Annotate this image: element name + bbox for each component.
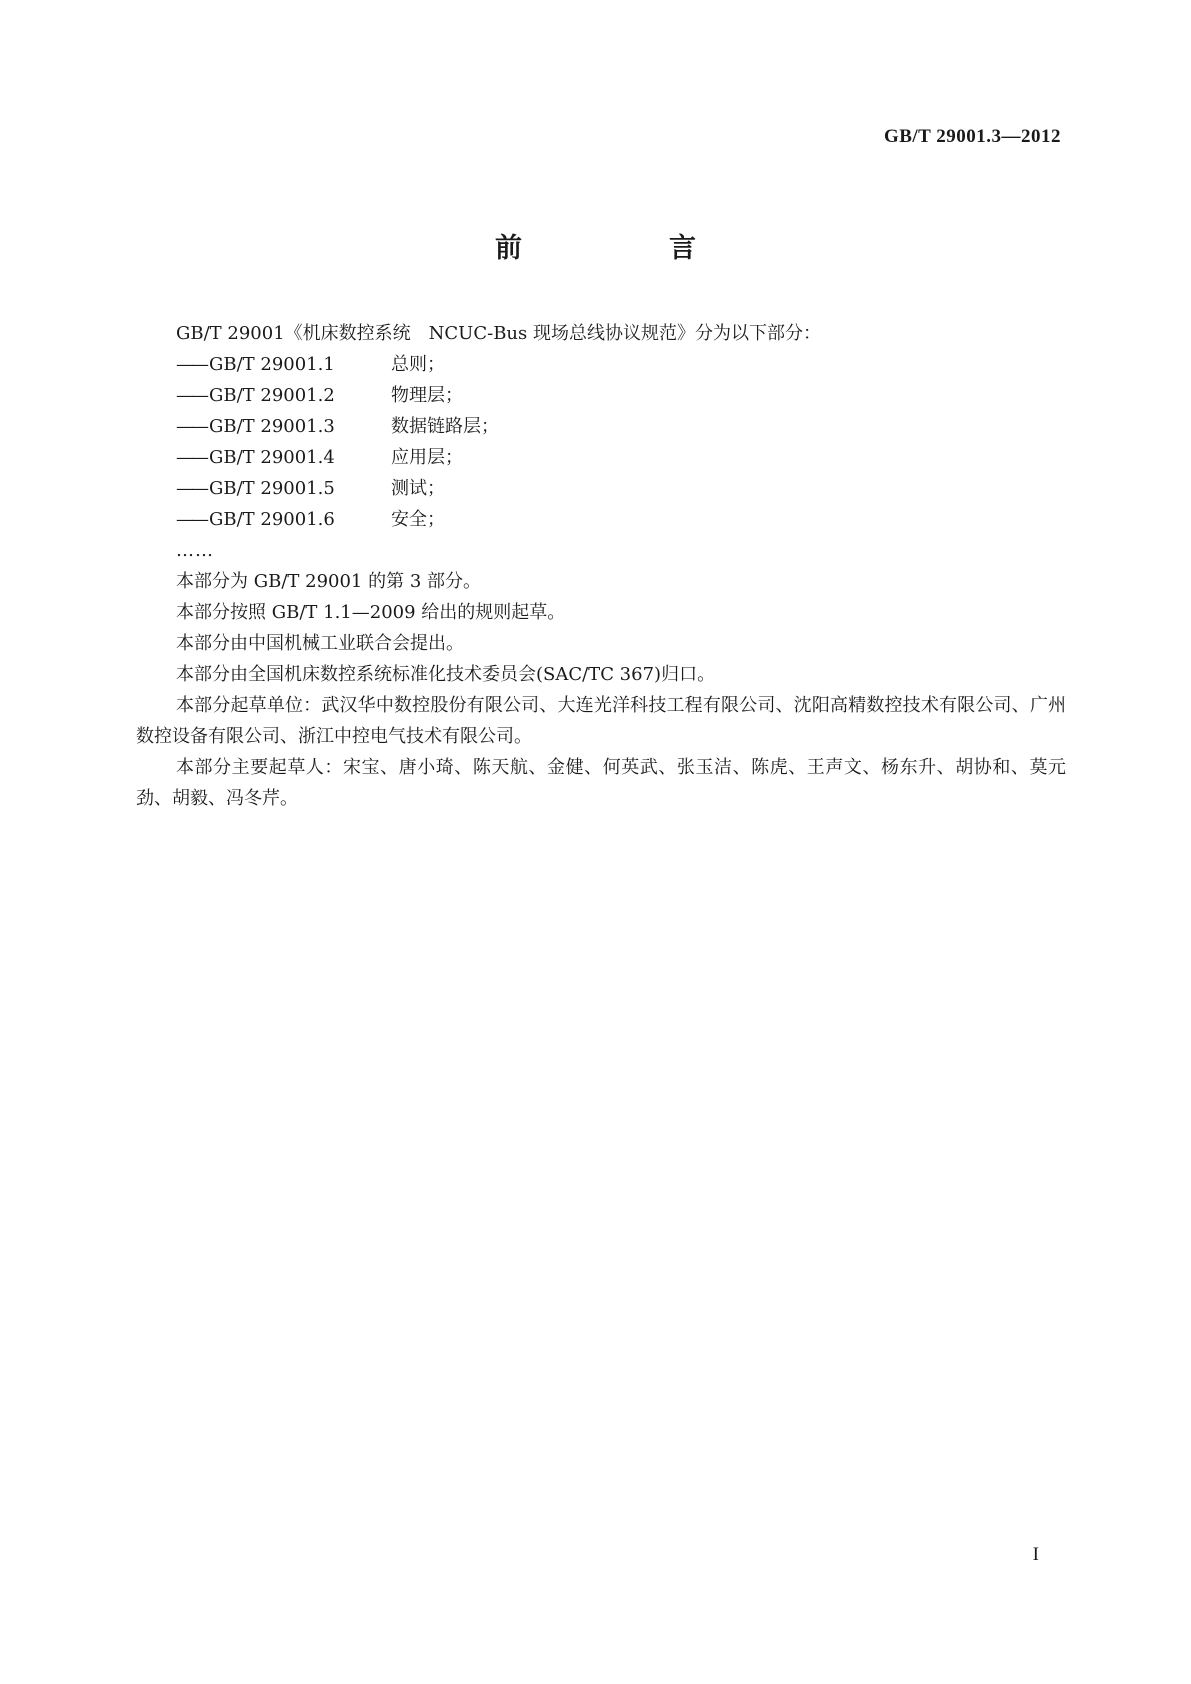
part-name: 物理层； xyxy=(391,385,463,406)
paragraph-committee: 本部分由全国机床数控系统标准化技术委员会(SAC/TC 367)归口。 xyxy=(176,664,716,685)
em-dash: —— xyxy=(176,478,206,499)
part-code: GB/T 29001.4 xyxy=(209,447,335,468)
paragraph-proposer: 本部分由中国机械工业联合会提出。 xyxy=(176,633,464,654)
list-item xyxy=(136,504,1066,535)
part-name: 数据链路层； xyxy=(391,416,499,437)
em-dash: —— xyxy=(176,354,206,375)
part-code: GB/T 29001.6 xyxy=(209,509,335,530)
paragraph-drafters: 本部分主要起草人：宋宝、唐小琦、陈天航、金健、何英武、张玉洁、陈虎、王声文、杨东升、胡协和、莫元劲、胡毅、冯冬芹。 xyxy=(136,757,1066,809)
em-dash: —— xyxy=(176,509,206,530)
intro-paragraph: GB/T 29001《机床数控系统 NCUC-Bus 现场总线协议规范》分为以下部分： xyxy=(176,323,821,344)
part-code: GB/T 29001.1 xyxy=(209,354,335,375)
part-name: 安全； xyxy=(391,509,445,530)
ellipsis: …… xyxy=(176,540,214,561)
page-title: 前 言 xyxy=(495,233,756,264)
paragraph-drafting-rules: 本部分按照 GB/T 1.1—2009 给出的规则起草。 xyxy=(176,602,566,623)
foreword-body xyxy=(136,318,1066,814)
part-code: GB/T 29001.2 xyxy=(209,385,335,406)
list-item xyxy=(136,349,1066,380)
list-item xyxy=(136,411,1066,442)
part-name: 应用层； xyxy=(391,447,463,468)
parts-list xyxy=(136,349,1066,535)
em-dash: —— xyxy=(176,385,206,406)
standard-code-header: GB/T 29001.3—2012 xyxy=(883,126,1061,147)
part-code: GB/T 29001.3 xyxy=(209,416,335,437)
part-name: 测试； xyxy=(391,478,445,499)
em-dash: —— xyxy=(176,447,206,468)
paragraph-part-number: 本部分为 GB/T 29001 的第 3 部分。 xyxy=(176,571,481,592)
list-item xyxy=(136,442,1066,473)
list-item xyxy=(136,380,1066,411)
em-dash: —— xyxy=(176,416,206,437)
part-name: 总则； xyxy=(391,354,445,375)
list-item xyxy=(136,473,1066,504)
paragraph-drafting-organizations: 本部分起草单位：武汉华中数控股份有限公司、大连光洋科技工程有限公司、沈阳高精数控技术有限公司、广州数控设备有限公司、浙江中控电气技术有限公司。 xyxy=(136,695,1066,747)
part-code: GB/T 29001.5 xyxy=(209,478,335,499)
page-number: I xyxy=(1032,1544,1039,1565)
